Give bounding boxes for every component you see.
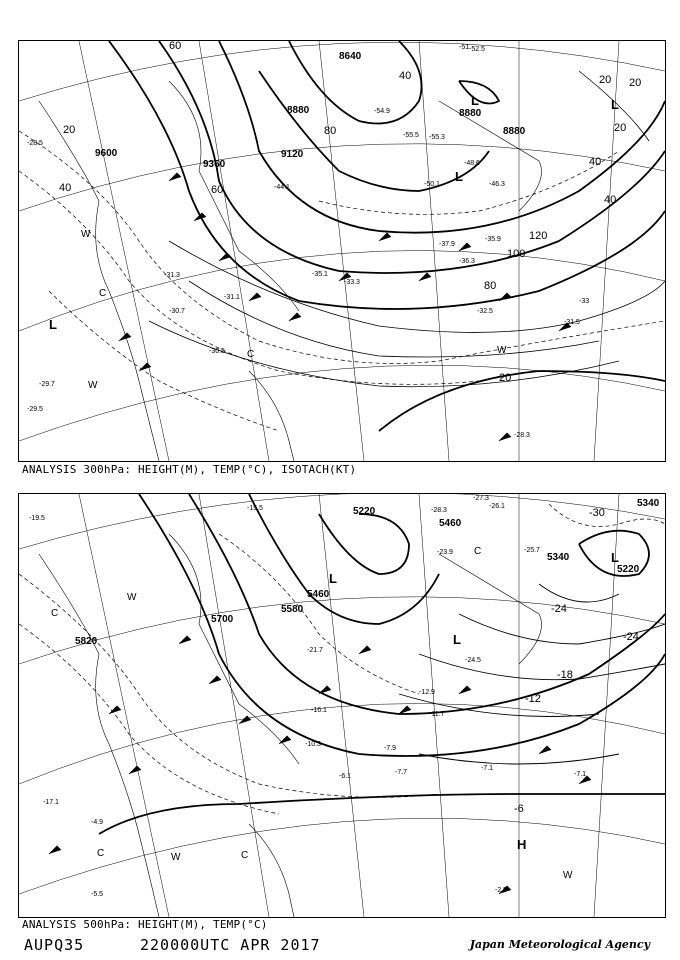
isotach-label: 20 <box>614 122 627 134</box>
height-label: 5460 <box>439 518 462 529</box>
warm-marker: W <box>88 380 98 391</box>
temp-label: -4.9 <box>91 819 104 826</box>
temp-label: -54.9 <box>374 108 390 115</box>
isotherm-label: -24 <box>623 631 639 643</box>
isotach-label: 60 <box>211 184 224 196</box>
height-labels <box>95 51 526 170</box>
temp-label: -7.1 <box>574 771 587 778</box>
temp-label: -24.5 <box>465 657 481 664</box>
low-center: L <box>49 317 57 332</box>
isotach-label: 20 <box>499 372 512 384</box>
temp-label: -7.9 <box>384 745 397 752</box>
panel-caption-300hpa: ANALYSIS 300hPa: HEIGHT(M), TEMP(°C), ISOTACH(KT) <box>22 463 357 476</box>
temp-label: -11.7 <box>429 711 445 718</box>
warm-marker: W <box>127 592 137 603</box>
temp-label: -35.1 <box>312 271 328 278</box>
isotherm-label: -30 <box>589 507 605 519</box>
temp-label: -31.3 <box>164 272 180 279</box>
temp-label: -30.7 <box>169 308 185 315</box>
warm-marker: W <box>497 345 507 356</box>
temp-label: -6.1 <box>339 773 352 780</box>
height-label: 5340 <box>637 498 660 509</box>
temp-label: -55.3 <box>429 134 445 141</box>
high-center: H <box>517 837 527 852</box>
isotach-label: 40 <box>59 182 72 194</box>
temp-label: -52.5 <box>469 46 485 53</box>
temp-label: -48.6 <box>464 160 480 167</box>
height-label: 5700 <box>211 614 234 625</box>
temp-label: -30.5 <box>209 348 225 355</box>
height-label: 5460 <box>307 589 330 600</box>
temp-label: -28.5 <box>27 140 43 147</box>
height-label: 8880 <box>287 105 310 116</box>
height-label: 9600 <box>95 148 118 159</box>
cold-marker: C <box>99 288 107 299</box>
temp-label: -28.3 <box>431 507 447 514</box>
isotach-label: 20 <box>629 77 642 89</box>
height-label: 8640 <box>339 51 362 62</box>
temp-label: -55.5 <box>403 132 419 139</box>
temperature-labels <box>29 495 586 898</box>
temp-label: -16.1 <box>311 707 327 714</box>
panel-caption-500hpa: ANALYSIS 500hPa: HEIGHT(M), TEMP(°C) <box>22 918 268 931</box>
cold-marker: C <box>51 608 59 619</box>
temp-label: -19.5 <box>29 515 45 522</box>
low-center: L <box>611 550 619 565</box>
isotach-label: 20 <box>599 74 612 86</box>
isotach-label: 40 <box>604 194 617 206</box>
cold-marker: C <box>241 850 249 861</box>
isotherm-label: -12 <box>525 693 541 705</box>
temp-label: -2.5 <box>495 887 508 894</box>
temp-label: -25.7 <box>524 547 540 554</box>
isotach-label: 20 <box>63 124 76 136</box>
height-label: 5220 <box>617 564 640 575</box>
temp-label: -5.5 <box>91 891 104 898</box>
height-label: 5220 <box>353 506 376 517</box>
isotherm-label: -18 <box>557 669 573 681</box>
temp-label: -15.5 <box>247 505 263 512</box>
isotherm-contours-solid <box>399 584 665 764</box>
isotach-label: 120 <box>529 230 548 242</box>
temp-label: -29.7 <box>39 381 55 388</box>
cold-marker: C <box>247 349 255 360</box>
temp-label: -28.3 <box>514 432 530 439</box>
warm-marker: W <box>81 229 91 240</box>
temp-label: -7.1 <box>481 765 494 772</box>
coastline <box>39 81 542 461</box>
temp-label: -7.7 <box>395 769 408 776</box>
temp-label: -44.1 <box>274 184 290 191</box>
temp-label: -33.3 <box>344 279 360 286</box>
isotherm-contours <box>19 504 665 814</box>
low-center: L <box>453 632 461 647</box>
agency-name: Japan Meteorological Agency <box>469 938 650 951</box>
warm-marker: W <box>171 852 181 863</box>
temp-label: -36.3 <box>459 258 475 265</box>
temp-label: -35.9 <box>485 236 501 243</box>
temp-label: -23.9 <box>437 549 453 556</box>
temp-label: -46.3 <box>489 181 505 188</box>
low-center: L <box>455 169 463 184</box>
isotach-label: 80 <box>324 125 337 137</box>
chart-code: AUPQ35 <box>24 936 85 954</box>
temp-label: -31.1 <box>224 294 240 301</box>
isotach-label: 40 <box>589 156 602 168</box>
height-label: 8880 <box>503 126 526 137</box>
map-300hpa <box>19 41 665 461</box>
map-500hpa <box>19 494 665 917</box>
isotherm-label: -6 <box>514 803 524 815</box>
height-label: 5820 <box>75 636 98 647</box>
temp-label: -32.5 <box>477 308 493 315</box>
temp-label: -37.9 <box>439 241 455 248</box>
map-panel-300hpa <box>18 40 666 462</box>
temp-label: -31.5 <box>564 319 580 326</box>
temp-label: -29.5 <box>27 406 43 413</box>
warm-marker: W <box>563 870 573 881</box>
cold-marker: C <box>474 546 482 557</box>
height-label: 9360 <box>203 159 226 170</box>
map-panel-500hpa <box>18 493 666 918</box>
temp-label: -33 <box>579 298 590 305</box>
low-center: L <box>329 571 337 586</box>
temp-label: -50.1 <box>424 181 440 188</box>
temp-label: -26.1 <box>489 503 505 510</box>
isotach-label: 100 <box>507 248 526 260</box>
isotherm-label: -24 <box>551 603 567 615</box>
temp-label: -10.3 <box>305 741 321 748</box>
isotach-label: 40 <box>399 70 412 82</box>
temp-label: -17.1 <box>43 799 59 806</box>
coastline <box>39 534 542 917</box>
height-label: 5340 <box>547 552 570 563</box>
height-label: 8880 <box>459 108 482 119</box>
low-center: L <box>471 93 479 108</box>
temp-label: -21.7 <box>307 647 323 654</box>
graticule <box>19 41 665 461</box>
wind-barbs <box>49 636 591 894</box>
cold-marker: C <box>97 848 105 859</box>
isotach-contours <box>149 71 665 387</box>
temp-label: -12.9 <box>419 689 435 696</box>
isotach-label: 60 <box>169 41 182 52</box>
temp-label: -51 <box>459 44 470 51</box>
temp-label: -27.3 <box>473 495 489 502</box>
height-label: 9120 <box>281 149 304 160</box>
height-label: 5580 <box>281 604 304 615</box>
valid-time: 220000UTC APR 2017 <box>140 936 321 954</box>
isotherm-contours <box>19 131 665 431</box>
pressure-centers <box>329 550 619 852</box>
low-center: L <box>611 97 619 112</box>
isotach-label: 80 <box>484 280 497 292</box>
